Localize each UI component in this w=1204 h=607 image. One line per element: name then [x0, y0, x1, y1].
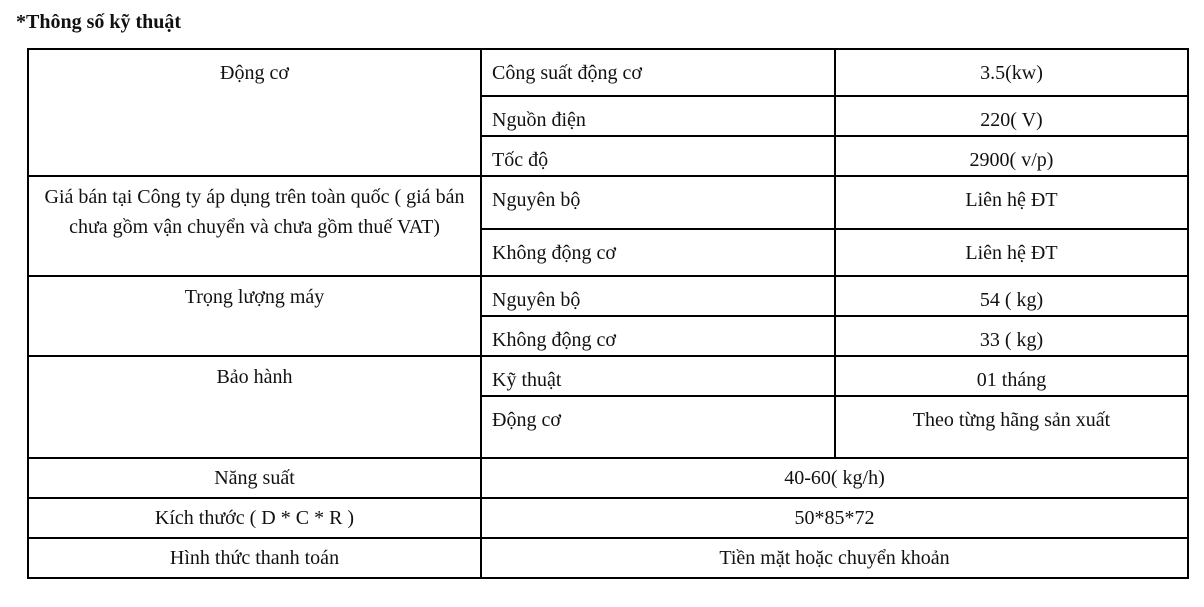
engine-speed-name: Tốc độ	[481, 136, 835, 176]
weight-no-engine-value: 33 ( kg)	[835, 316, 1188, 356]
dimensions-label: Kích thước ( D * C * R )	[28, 498, 481, 538]
weight-full-set-name: Nguyên bộ	[481, 276, 835, 316]
table-row	[28, 176, 1188, 229]
price-no-engine-name: Không động cơ	[481, 229, 835, 276]
table-row	[28, 356, 1188, 396]
warranty-engine-name: Động cơ	[481, 396, 835, 458]
table-row	[28, 276, 1188, 316]
price-label: Giá bán tại Công ty áp dụng trên toàn quốc ( giá bán chưa gồm vận chuyển và chưa gồm thuế VAT)	[28, 176, 481, 276]
engine-power-name: Công suất động cơ	[481, 49, 835, 96]
price-no-engine-value: Liên hệ ĐT	[835, 229, 1188, 276]
warranty-technical-name: Kỹ thuật	[481, 356, 835, 396]
engine-label: Động cơ	[28, 49, 481, 176]
payment-value: Tiền mặt hoặc chuyển khoản	[481, 538, 1188, 578]
spec-table	[27, 48, 1189, 579]
engine-speed-value: 2900( v/p)	[835, 136, 1188, 176]
table-row	[28, 538, 1188, 578]
table-row	[28, 458, 1188, 498]
table-row	[28, 498, 1188, 538]
weight-no-engine-name: Không động cơ	[481, 316, 835, 356]
capacity-value: 40-60( kg/h)	[481, 458, 1188, 498]
section-heading: *Thông số kỹ thuật	[16, 11, 182, 33]
warranty-technical-value: 01 tháng	[835, 356, 1188, 396]
engine-voltage-name: Nguồn điện	[481, 96, 835, 136]
weight-full-set-value: 54 ( kg)	[835, 276, 1188, 316]
weight-label: Trọng lượng máy	[28, 276, 481, 356]
table-row	[28, 49, 1188, 96]
dimensions-value: 50*85*72	[481, 498, 1188, 538]
price-full-set-name: Nguyên bộ	[481, 176, 835, 229]
engine-voltage-value: 220( V)	[835, 96, 1188, 136]
price-full-set-value: Liên hệ ĐT	[835, 176, 1188, 229]
capacity-label: Năng suất	[28, 458, 481, 498]
warranty-engine-value: Theo từng hãng sản xuất	[835, 396, 1188, 458]
engine-power-value: 3.5(kw)	[835, 49, 1188, 96]
payment-label: Hình thức thanh toán	[28, 538, 481, 578]
warranty-label: Bảo hành	[28, 356, 481, 458]
